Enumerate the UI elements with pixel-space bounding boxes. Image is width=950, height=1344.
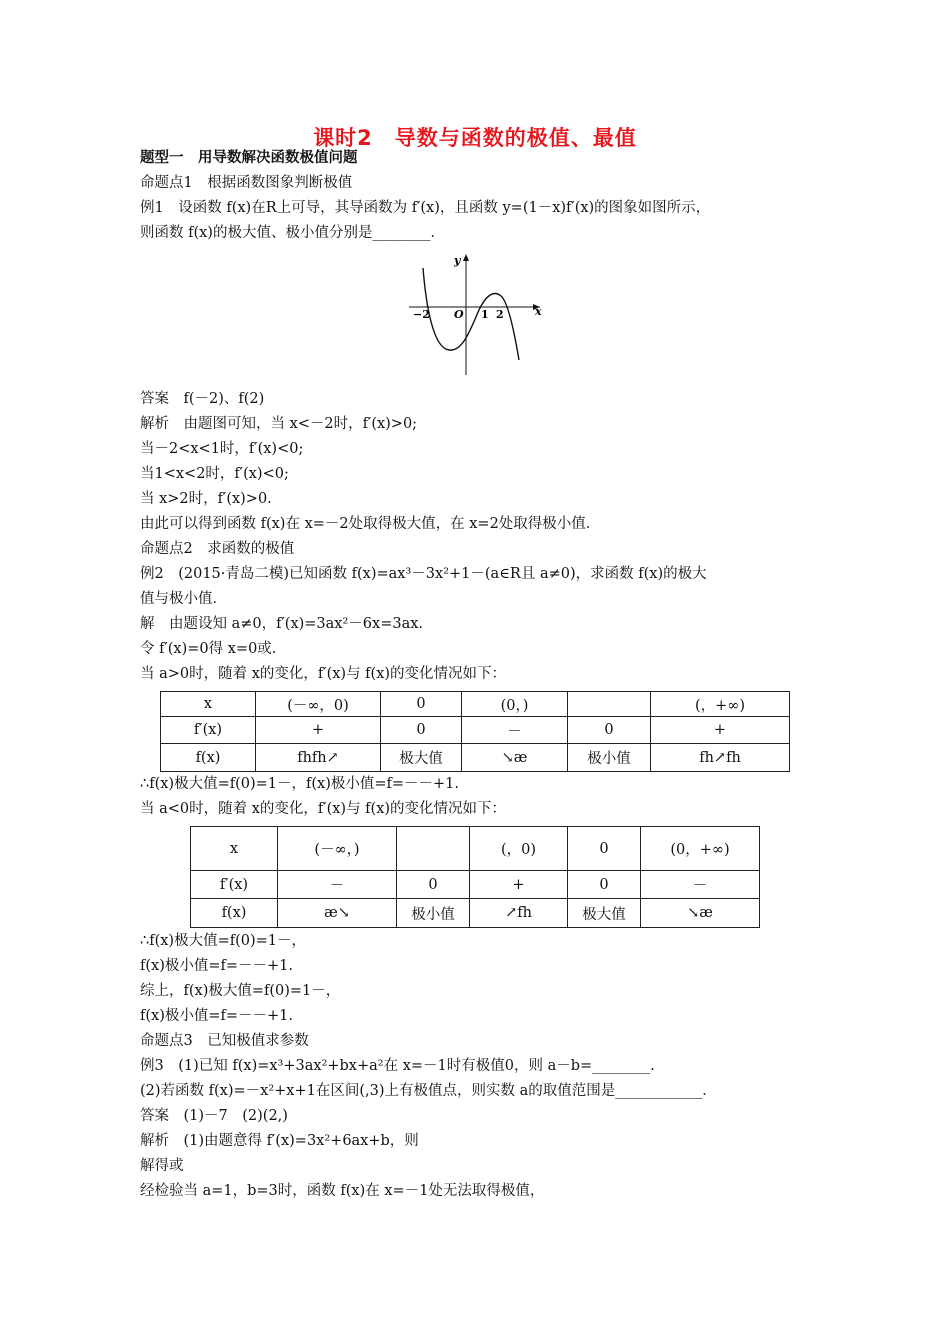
summary-text: f(x)极小值=f=－－+1.: [140, 1008, 294, 1024]
table-cell: +: [470, 871, 568, 899]
analysis-text: 解析 由题图可知，当 x<－2时，f′(x)>0;: [140, 416, 418, 432]
page-title: 课时2 导数与函数的极值、最值: [313, 126, 637, 150]
summary-text: 综上，f(x)极大值=f(0)=1－，: [140, 983, 341, 999]
table-row: [191, 899, 760, 928]
tick-label-2: 2: [496, 308, 504, 321]
table-cell: f′(x): [191, 871, 278, 899]
solution-text: 令 f′(x)=0得 x=0或.: [140, 641, 277, 657]
table-cell: 0: [568, 717, 651, 744]
analysis-text: 当 x>2时，f′(x)>0.: [140, 491, 272, 507]
table-cell: æ↘: [278, 899, 397, 928]
table-cell: －: [278, 871, 397, 899]
table-cell: fhfh↗: [256, 744, 381, 772]
analysis-text: 解得或: [140, 1158, 184, 1174]
y-axis-arrow: [463, 254, 469, 261]
function-graph: [405, 250, 545, 380]
table-cell: 0: [381, 717, 462, 744]
table-cell: [568, 692, 651, 717]
analysis-text: 当1<x<2时，f′(x)<0;: [140, 466, 289, 482]
table-cell: 极大值: [568, 899, 641, 928]
table-cell: (0，+∞): [641, 827, 760, 871]
table-cell: (－∞，0): [256, 692, 381, 717]
topic-heading: 命题点1 根据函数图象判断极值: [140, 175, 353, 191]
x-label: x: [535, 305, 542, 318]
table-cell: ↘æ: [462, 744, 568, 772]
table-cell: ↗fh: [470, 899, 568, 928]
example-text: 例2 (2015·青岛二模)已知函数 f(x)=ax³－3x²+1－(a∈R且 a≠0)，求函数 f(x)的极大: [140, 566, 707, 582]
table-cell: 极小值: [568, 744, 651, 772]
example-text: 值与极小值．: [140, 591, 227, 607]
table-row: [191, 827, 760, 871]
table-row: [161, 692, 790, 717]
table-cell: ↘æ: [641, 899, 760, 928]
table-row: [161, 717, 790, 744]
table-cell: (0，): [462, 692, 568, 717]
answer-text: 答案 f(－2)、f(2): [140, 391, 265, 407]
table-cell: 0: [381, 692, 462, 717]
table-cell: fh↗fh: [651, 744, 790, 772]
table-cell: 极大值: [381, 744, 462, 772]
example-text: 例1 设函数 f(x)在R上可导，其导函数为 f′(x)，且函数 y=(1－x)f′(x)的图象如图所示，: [140, 200, 711, 216]
analysis-text: 经检验当 a=1，b=3时，函数 f(x)在 x=－1处无法取得极值，: [140, 1183, 545, 1199]
solution-text: f(x)极小值=f=－－+1.: [140, 958, 294, 974]
table-cell: (，+∞): [651, 692, 790, 717]
example-text: 则函数 f(x)的极大值、极小值分别是________．: [140, 225, 445, 241]
solution-text: ∴f(x)极大值=f(0)=1－，f(x)极小值=f=－－+1.: [140, 776, 460, 792]
table-cell: 0: [568, 871, 641, 899]
analysis-text: 当－2<x<1时，f′(x)<0;: [140, 441, 304, 457]
table-row: [161, 744, 790, 772]
solution-text: 当 a>0时，随着 x的变化，f′(x)与 f(x)的变化情况如下：: [140, 666, 507, 682]
variation-table-positive: [160, 691, 790, 772]
table-cell: f(x): [161, 744, 256, 772]
curve: [423, 268, 519, 360]
tick-label-neg2: −2: [413, 308, 430, 321]
table-cell: f(x): [191, 899, 278, 928]
table-cell: +: [256, 717, 381, 744]
example-text: 例3 (1)已知 f(x)=x³+3ax²+bx+a²在 x=－1时有极值0，则 a－b=________.: [140, 1058, 655, 1074]
table-cell: (－∞，): [278, 827, 397, 871]
table-cell: (，0): [470, 827, 568, 871]
y-label: y: [454, 254, 461, 267]
table-row: [191, 871, 760, 899]
table-cell: 极小值: [397, 899, 470, 928]
variation-table-negative: [190, 826, 760, 928]
table-cell: x: [161, 692, 256, 717]
table-cell: 0: [397, 871, 470, 899]
table-cell: +: [651, 717, 790, 744]
table-cell: [397, 827, 470, 871]
topic-heading: 命题点3 已知极值求参数: [140, 1033, 309, 1049]
analysis-text: 由此可以得到函数 f(x)在 x=－2处取得极大值，在 x=2处取得极小值．: [140, 516, 601, 532]
example-text: (2)若函数 f(x)=－x²+x+1在区间(,3)上有极值点，则实数 a的取值范围是____________．: [140, 1083, 717, 1099]
table-cell: －: [641, 871, 760, 899]
tick-label-1: 1: [481, 308, 489, 321]
table-cell: 0: [568, 827, 641, 871]
origin-label: O: [454, 308, 464, 321]
answer-text: 答案 (1)－7 (2)(2,): [140, 1108, 288, 1124]
analysis-text: 解析 (1)由题意得 f′(x)=3x²+6ax+b，则: [140, 1133, 419, 1149]
table-cell: f′(x): [161, 717, 256, 744]
table-cell: －: [462, 717, 568, 744]
solution-text: 解 由题设知 a≠0，f′(x)=3ax²－6x=3ax.: [140, 616, 423, 632]
solution-text: ∴f(x)极大值=f(0)=1－，: [140, 933, 307, 949]
table-cell: x: [191, 827, 278, 871]
solution-text: 当 a<0时，随着 x的变化，f′(x)与 f(x)的变化情况如下：: [140, 801, 507, 817]
topic-heading: 命题点2 求函数的极值: [140, 541, 295, 557]
section-heading: 题型一 用导数解决函数极值问题: [140, 150, 358, 166]
